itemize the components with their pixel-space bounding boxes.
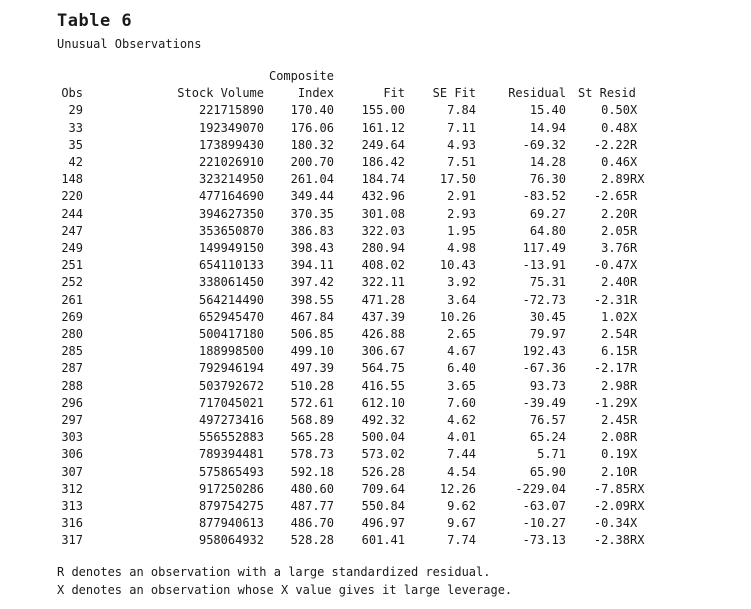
cell-obs: 249 [61,241,83,256]
cell-composite-index: 176.06 [290,120,334,135]
cell-obs: 33 [68,120,83,135]
table-row [54,481,666,498]
cell-st-resid [566,171,666,188]
cell-composite-index: 467.84 [290,309,334,324]
cell-fit: 249.64 [361,137,405,152]
cell-composite-index: 497.39 [290,361,334,376]
table-row [54,240,666,257]
cell-composite-index: 565.28 [290,430,334,445]
table-row [54,532,666,549]
cell-obs: 280 [61,327,83,342]
cell-stock-volume: 792946194 [198,361,264,376]
cell-se-fit: 4.62 [447,413,476,428]
table-body [54,102,666,549]
cell-st-resid [566,309,666,326]
st-resid-value: 1.02 [601,309,630,324]
cell-fit: 280.94 [361,241,405,256]
cell-se-fit: 7.74 [447,533,476,548]
cell-st-resid [566,206,666,223]
cell-fit: 709.64 [361,481,405,496]
table-row [54,120,666,137]
cell-se-fit: 4.54 [447,464,476,479]
table-subtitle: Unusual Observations [57,37,202,51]
cell-st-resid [566,360,666,377]
cell-obs: 306 [61,447,83,462]
cell-residual: 76.57 [529,413,566,428]
table-row [54,360,666,377]
cell-fit: 526.28 [361,464,405,479]
st-resid-value: 0.48 [601,120,630,135]
table-row [54,274,666,291]
cell-residual: -39.49 [522,395,566,410]
st-resid-flag: RX [630,533,645,548]
st-resid-value: 3.76 [601,241,630,256]
header-row-top [54,68,666,85]
cell-st-resid [566,120,666,137]
cell-composite-index: 397.42 [290,275,334,290]
cell-stock-volume: 503792672 [198,378,264,393]
cell-stock-volume: 338061450 [198,275,264,290]
cell-fit: 601.41 [361,533,405,548]
cell-se-fit: 4.98 [447,241,476,256]
cell-stock-volume: 323214950 [198,172,264,187]
table-row [54,343,666,360]
st-resid-value: 0.50 [601,103,630,118]
cell-fit: 322.03 [361,223,405,238]
st-resid-flag: R [630,189,638,204]
cell-st-resid [566,240,666,257]
st-resid-flag: X [630,309,638,324]
cell-st-resid [566,395,666,412]
cell-fit: 322.11 [361,275,405,290]
cell-stock-volume: 221026910 [198,155,264,170]
cell-residual: 76.30 [529,172,566,187]
table-row [54,446,666,463]
cell-stock-volume: 497273416 [198,413,264,428]
table-row [54,326,666,343]
cell-obs: 297 [61,413,83,428]
header-composite-index: Index [297,86,334,101]
cell-composite-index: 592.18 [290,464,334,479]
table-row [54,257,666,274]
cell-fit: 437.39 [361,309,405,324]
table-row [54,309,666,326]
header-residual: Residual [508,86,566,101]
cell-residual: -73.13 [522,533,566,548]
st-resid-value: -2.65 [593,189,630,204]
cell-composite-index: 180.32 [290,137,334,152]
table-row [54,395,666,412]
cell-composite-index: 506.85 [290,327,334,342]
cell-obs: 312 [61,481,83,496]
cell-composite-index: 370.35 [290,206,334,221]
cell-residual: 64.80 [529,223,566,238]
cell-se-fit: 7.84 [447,103,476,118]
header-composite-top: Composite [268,69,334,83]
cell-st-resid [566,326,666,343]
cell-stock-volume: 556552883 [198,430,264,445]
st-resid-flag: R [630,413,638,428]
cell-fit: 408.02 [361,258,405,273]
cell-composite-index: 386.83 [290,223,334,238]
table-row [54,223,666,240]
cell-residual: -83.52 [522,189,566,204]
cell-se-fit: 9.67 [447,516,476,531]
cell-stock-volume: 877940613 [198,516,264,531]
cell-fit: 496.97 [361,516,405,531]
cell-stock-volume: 958064932 [198,533,264,548]
cell-composite-index: 261.04 [290,172,334,187]
st-resid-flag: RX [630,481,645,496]
st-resid-value: 2.45 [601,413,630,428]
header-obs: Obs [61,86,83,101]
cell-obs: 261 [61,292,83,307]
cell-fit: 471.28 [361,292,405,307]
st-resid-flag: R [630,275,638,290]
cell-obs: 287 [61,361,83,376]
footnotes [57,563,512,599]
cell-composite-index: 170.40 [290,103,334,118]
cell-stock-volume: 188998500 [198,344,264,359]
cell-residual: 14.94 [529,120,566,135]
table-row [54,292,666,309]
table-row [54,515,666,532]
st-resid-flag: R [630,137,638,152]
table-row [54,429,666,446]
header-st-resid: St Resid [578,86,636,101]
cell-composite-index: 200.70 [290,155,334,170]
cell-composite-index: 480.60 [290,481,334,496]
cell-se-fit: 17.50 [439,172,476,187]
cell-residual: -72.73 [522,292,566,307]
cell-st-resid [566,343,666,360]
st-resid-value: 2.54 [601,327,630,342]
cell-residual: -63.07 [522,499,566,514]
cell-obs: 148 [61,172,83,187]
st-resid-value: -0.34 [593,516,630,531]
st-resid-value: 6.15 [601,344,630,359]
cell-se-fit: 2.93 [447,206,476,221]
cell-fit: 161.12 [361,120,405,135]
cell-se-fit: 9.62 [447,499,476,514]
cell-st-resid [566,188,666,205]
cell-stock-volume: 654110133 [198,258,264,273]
cell-residual: 69.27 [529,206,566,221]
st-resid-value: -2.31 [593,292,630,307]
st-resid-value: 2.10 [601,464,630,479]
cell-st-resid [566,257,666,274]
cell-residual: 30.45 [529,309,566,324]
cell-fit: 500.04 [361,430,405,445]
cell-composite-index: 499.10 [290,344,334,359]
table-row [54,137,666,154]
cell-fit: 612.10 [361,395,405,410]
header-spacer [566,68,666,85]
header-row-bottom [54,85,666,102]
cell-se-fit: 6.40 [447,361,476,376]
st-resid-flag: R [630,361,638,376]
st-resid-flag: R [630,464,638,479]
cell-composite-index: 528.28 [290,533,334,548]
cell-st-resid [566,412,666,429]
table-row [54,498,666,515]
cell-fit: 550.84 [361,499,405,514]
cell-obs: 247 [61,223,83,238]
cell-obs: 313 [61,499,83,514]
st-resid-value: 0.19 [601,447,630,462]
st-resid-value: -7.85 [593,481,630,496]
cell-residual: 79.97 [529,327,566,342]
st-resid-value: -0.47 [593,258,630,273]
st-resid-flag: X [630,155,638,170]
cell-st-resid [566,102,666,119]
cell-residual: 117.49 [522,241,566,256]
st-resid-flag: RX [630,172,645,187]
st-resid-value: -2.09 [593,499,630,514]
cell-stock-volume: 789394481 [198,447,264,462]
cell-obs: 307 [61,464,83,479]
st-resid-value: -2.22 [593,137,630,152]
table-header [54,68,666,102]
cell-se-fit: 3.65 [447,378,476,393]
cell-residual: -69.32 [522,137,566,152]
st-resid-flag: X [630,258,638,273]
table-row [54,378,666,395]
cell-stock-volume: 500417180 [198,327,264,342]
footnote-r: R denotes an observation with a large standardized residual. [57,565,491,579]
st-resid-flag: R [630,430,638,445]
cell-se-fit: 12.26 [439,481,476,496]
cell-se-fit: 10.26 [439,309,476,324]
cell-residual: -67.36 [522,361,566,376]
cell-st-resid [566,515,666,532]
cell-fit: 306.67 [361,344,405,359]
footnote-x: X denotes an observation whose X value gives it large leverage. [57,583,513,597]
cell-fit: 492.32 [361,413,405,428]
cell-residual: -229.04 [515,481,566,496]
cell-composite-index: 394.11 [290,258,334,273]
table-row [54,206,666,223]
cell-fit: 186.42 [361,155,405,170]
cell-st-resid [566,498,666,515]
cell-composite-index: 398.55 [290,292,334,307]
st-resid-value: 2.05 [601,223,630,238]
cell-stock-volume: 477164690 [198,189,264,204]
cell-stock-volume: 575865493 [198,464,264,479]
cell-obs: 244 [61,206,83,221]
table-row [54,102,666,119]
st-resid-flag: X [630,120,638,135]
st-resid-flag: X [630,447,638,462]
cell-residual: 5.71 [537,447,566,462]
cell-obs: 251 [61,258,83,273]
cell-st-resid [566,292,666,309]
cell-se-fit: 1.95 [447,223,476,238]
cell-se-fit: 3.92 [447,275,476,290]
cell-obs: 317 [61,533,83,548]
st-resid-value: -2.17 [593,361,630,376]
cell-stock-volume: 917250286 [198,481,264,496]
st-resid-value: -1.29 [593,395,630,410]
cell-obs: 220 [61,189,83,204]
cell-se-fit: 4.01 [447,430,476,445]
cell-residual: 14.28 [529,155,566,170]
cell-residual: -10.27 [522,516,566,531]
cell-composite-index: 510.28 [290,378,334,393]
cell-fit: 301.08 [361,206,405,221]
cell-composite-index: 486.70 [290,516,334,531]
st-resid-value: 2.40 [601,275,630,290]
cell-residual: 65.90 [529,464,566,479]
st-resid-flag: R [630,378,638,393]
cell-st-resid [566,481,666,498]
cell-obs: 316 [61,516,83,531]
cell-residual: 15.40 [529,103,566,118]
table-row [54,188,666,205]
cell-residual: 93.73 [529,378,566,393]
cell-obs: 252 [61,275,83,290]
st-resid-value: 2.89 [601,172,630,187]
st-resid-flag: R [630,292,638,307]
cell-obs: 42 [68,155,83,170]
cell-se-fit: 7.51 [447,155,476,170]
cell-stock-volume: 652945470 [198,309,264,324]
cell-se-fit: 3.64 [447,292,476,307]
st-resid-flag: X [630,103,638,118]
unusual-observations-table [54,68,666,550]
cell-obs: 288 [61,378,83,393]
st-resid-flag: R [630,327,638,342]
cell-fit: 564.75 [361,361,405,376]
table-row [54,171,666,188]
cell-residual: 192.43 [522,344,566,359]
cell-stock-volume: 149949150 [198,241,264,256]
st-resid-flag: R [630,344,638,359]
st-resid-flag: R [630,241,638,256]
cell-se-fit: 2.65 [447,327,476,342]
cell-st-resid [566,274,666,291]
table-row [54,464,666,481]
cell-composite-index: 487.77 [290,499,334,514]
cell-se-fit: 7.60 [447,395,476,410]
cell-stock-volume: 221715890 [198,103,264,118]
cell-stock-volume: 879754275 [198,499,264,514]
cell-st-resid [566,532,666,549]
cell-obs: 285 [61,344,83,359]
cell-se-fit: 7.11 [447,120,476,135]
cell-composite-index: 349.44 [290,189,334,204]
st-resid-value: 0.46 [601,155,630,170]
st-resid-value: -2.38 [593,533,630,548]
header-fit: Fit [383,86,405,101]
cell-se-fit: 7.44 [447,447,476,462]
header-se-fit: SE Fit [432,86,476,101]
st-resid-flag: X [630,395,638,410]
cell-fit: 573.02 [361,447,405,462]
cell-stock-volume: 564214490 [198,292,264,307]
st-resid-flag: R [630,223,638,238]
cell-obs: 29 [68,103,83,118]
cell-se-fit: 4.93 [447,137,476,152]
cell-composite-index: 578.73 [290,447,334,462]
header-spacer [83,68,264,85]
cell-obs: 296 [61,395,83,410]
cell-obs: 303 [61,430,83,445]
st-resid-value: 2.98 [601,378,630,393]
cell-st-resid [566,446,666,463]
cell-stock-volume: 394627350 [198,206,264,221]
header-spacer [334,68,405,85]
cell-residual: 65.24 [529,430,566,445]
table-title: Table 6 [57,11,133,31]
cell-st-resid [566,429,666,446]
cell-composite-index: 398.43 [290,241,334,256]
st-resid-value: 2.08 [601,430,630,445]
header-spacer [405,68,476,85]
cell-st-resid [566,154,666,171]
cell-fit: 426.88 [361,327,405,342]
cell-fit: 184.74 [361,172,405,187]
table-row [54,412,666,429]
header-spacer [476,68,566,85]
st-resid-value: 2.20 [601,206,630,221]
cell-fit: 416.55 [361,378,405,393]
cell-se-fit: 10.43 [439,258,476,273]
cell-st-resid [566,378,666,395]
st-resid-flag: RX [630,499,645,514]
cell-residual: -13.91 [522,258,566,273]
cell-st-resid [566,464,666,481]
cell-stock-volume: 173899430 [198,137,264,152]
table-row [54,154,666,171]
cell-st-resid [566,137,666,154]
cell-se-fit: 2.91 [447,189,476,204]
header-spacer [54,68,83,85]
cell-obs: 269 [61,309,83,324]
cell-residual: 75.31 [529,275,566,290]
cell-composite-index: 568.89 [290,413,334,428]
cell-fit: 155.00 [361,103,405,118]
cell-composite-index: 572.61 [290,395,334,410]
header-stock-volume: Stock Volume [177,86,264,101]
cell-fit: 432.96 [361,189,405,204]
cell-obs: 35 [68,137,83,152]
cell-stock-volume: 192349070 [198,120,264,135]
st-resid-flag: R [630,206,638,221]
cell-stock-volume: 353650870 [198,223,264,238]
cell-se-fit: 4.67 [447,344,476,359]
st-resid-flag: X [630,516,638,531]
cell-stock-volume: 717045021 [198,395,264,410]
cell-st-resid [566,223,666,240]
